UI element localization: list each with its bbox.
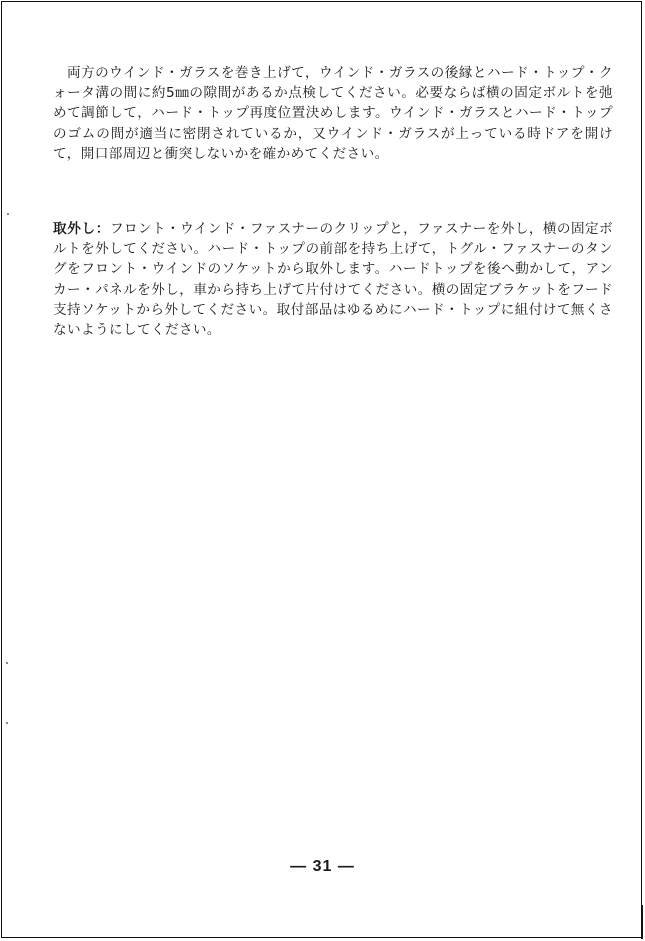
scan-edge-mark [641, 905, 643, 939]
page-number: — 31 — [290, 858, 355, 875]
scan-speck [7, 213, 9, 215]
paragraph-inspection: 両方のウインド・ガラスを巻き上げて，ウインド・ガラスの後縁とハード・トップ・クォータ溝の間に約5㎜の隙間があるか点検してください。必要ならば横の固定ボルトを弛めて調節して，ハード・トップ再度位置決めします。ウインド・ガラスとハード・トップのゴムの間が適当に密閉されているか，又ウインド・ガラスが上っている時ドアを開けて，開口部周辺と衝突しないかを確かめてください。 [53, 65, 613, 162]
scan-speck [6, 722, 8, 724]
removal-body: フロント・ウインド・ファスナーのクリップと，ファスナーを外し，横の固定ボルトを外してください。ハード・トップの前部を持ち上げて，トグル・ファスナーのタングをフロント・ウインドのソケットから取外します。ハードトップを後へ動かして，アンカー・パネルを外し，車から持ち上げて片付けてください。横の固定ブラケットをフード支持ソケットから外してください。取付部品はゆるめにハード・トップに組付けて無くさないようにしてください。 [53, 221, 614, 339]
scan-speck [6, 662, 8, 664]
paragraph-removal [53, 219, 613, 340]
removal-heading: 取外し： [53, 221, 110, 237]
